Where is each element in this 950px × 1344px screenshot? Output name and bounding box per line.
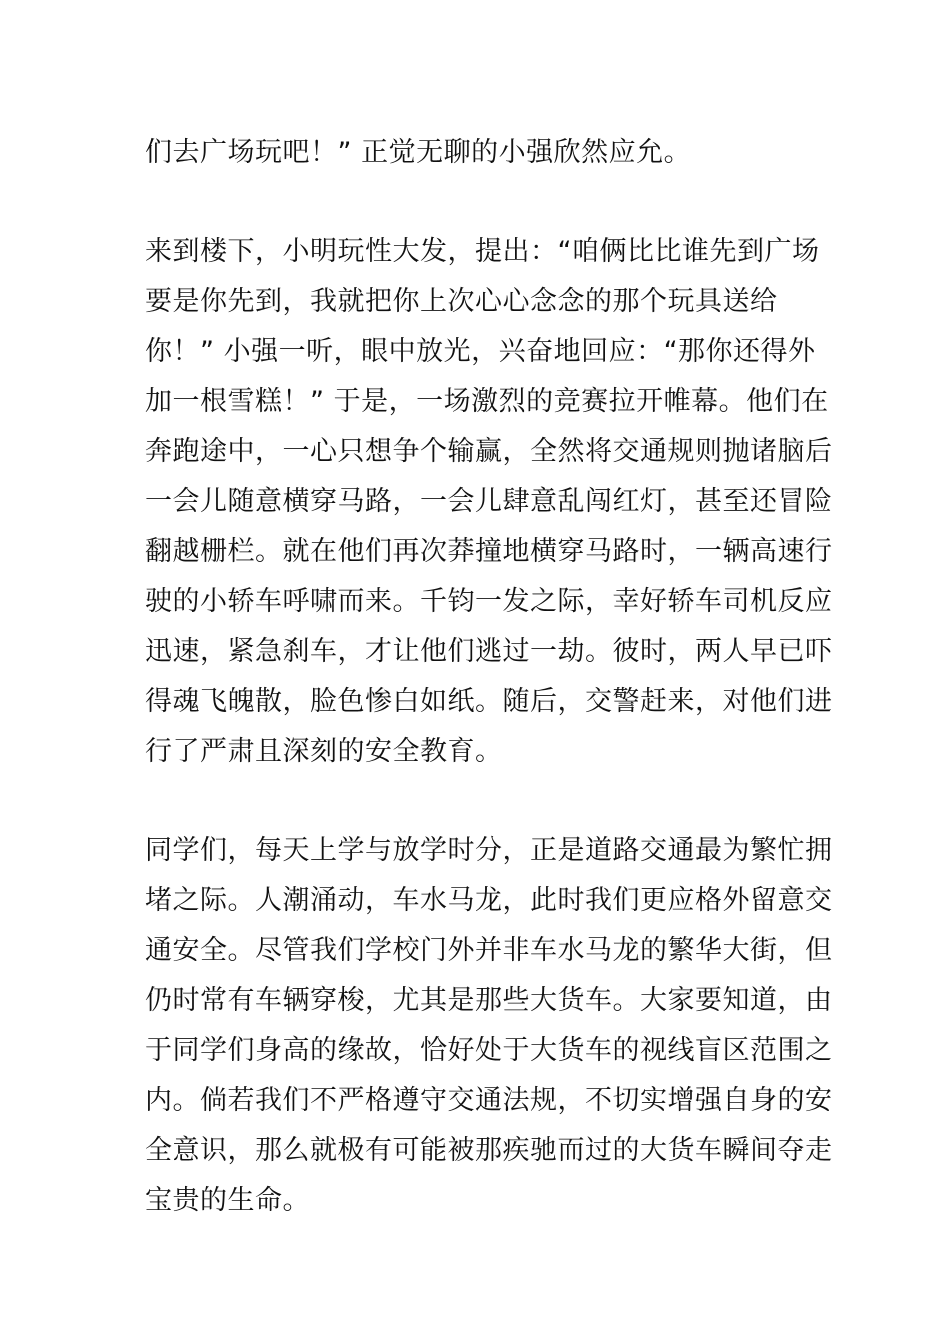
text-line: 们去广场玩吧！” 正觉无聊的小强欣然应允。 <box>145 137 692 168</box>
text-line: 堵之际。人潮涌动，车水马龙，此时我们更应格外留意交 <box>145 885 833 916</box>
text-line: 于同学们身高的缘故，恰好处于大货车的视线盲区范围之 <box>145 1035 833 1066</box>
text-line: 同学们，每天上学与放学时分，正是道路交通最为繁忙拥 <box>145 835 833 866</box>
text-line: 要是你先到，我就把你上次心心念念的那个玩具送给 <box>145 286 778 317</box>
text-line: 翻越栅栏。就在他们再次莽撞地横穿马路时，一辆高速行 <box>145 536 833 567</box>
text-line: 全意识，那么就极有可能被那疾驰而过的大货车瞬间夺走 <box>145 1135 833 1166</box>
text-line: 驶的小轿车呼啸而来。千钧一发之际，幸好轿车司机反应 <box>145 586 833 617</box>
paragraph-1 <box>145 128 825 178</box>
paragraph-3 <box>145 826 833 1226</box>
text-line: 奔跑途中，一心只想争个输赢，全然将交通规则抛诸脑后 <box>145 436 833 467</box>
text-line: 宝贵的生命。 <box>145 1185 310 1216</box>
text-line: 行了严肃且深刻的安全教育。 <box>145 736 503 767</box>
text-line: 来到楼下，小明玩性大发，提出：“咱俩比比谁先到广场 <box>145 236 820 267</box>
text-line: 得魂飞魄散，脸色惨白如纸。随后，交警赶来，对他们进 <box>145 686 833 717</box>
text-line: 内。倘若我们不严格遵守交通法规，不切实增强自身的安 <box>145 1085 833 1116</box>
text-line: 迅速，紧急刹车，才让他们逃过一劫。彼时，两人早已吓 <box>145 636 833 667</box>
text-line: 加一根雪糕！” 于是，一场激烈的竞赛拉开帷幕。他们在 <box>145 386 829 417</box>
paragraph-2 <box>145 227 833 777</box>
text-line: 通安全。尽管我们学校门外并非车水马龙的繁华大街，但 <box>145 935 833 966</box>
text-line: 你！” 小强一听，眼中放光，兴奋地回应：“那你还得外 <box>145 336 816 367</box>
text-line: 仍时常有车辆穿梭，尤其是那些大货车。大家要知道，由 <box>145 985 833 1016</box>
text-line: 一会儿随意横穿马路，一会儿肆意乱闯红灯，甚至还冒险 <box>145 486 833 517</box>
